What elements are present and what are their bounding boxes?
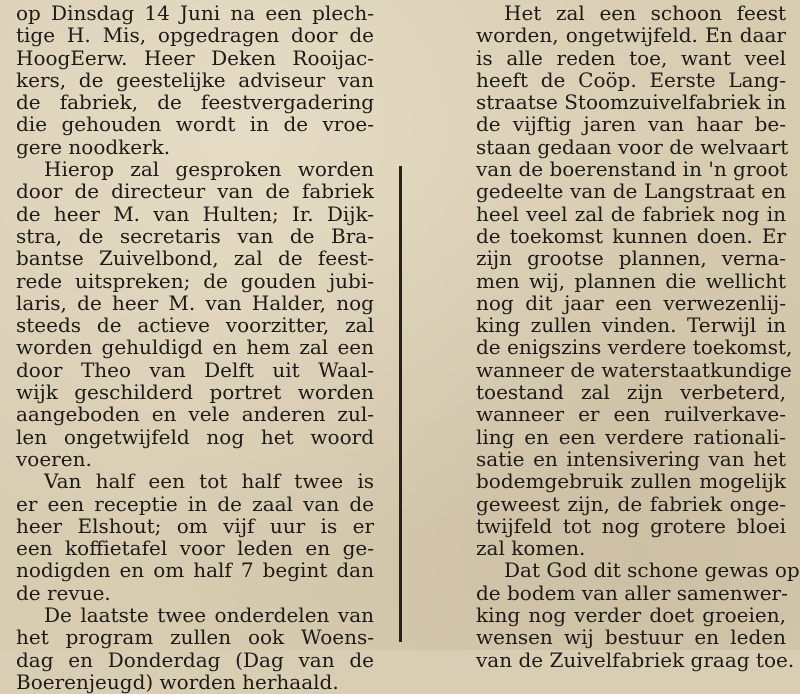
text-line: Hierop zal gesproken worden — [44, 157, 374, 182]
text-line: steeds de actieve voorzitter, zal — [16, 313, 374, 338]
text-line: dag en Donderdag (Dag van de — [16, 647, 374, 672]
text-line: aangeboden en vele anderen zul- — [16, 402, 374, 427]
text-line: een koffietafel voor leden en ge- — [16, 536, 374, 561]
text-line: heeft de Coöp. Eerste Lang- — [476, 67, 786, 92]
text-line: voeren. — [16, 446, 92, 471]
text-line: van de Zuivelfabriek graag toe. — [476, 647, 795, 672]
text-line: twijfeld tot nog grotere bloei — [476, 513, 786, 538]
column-divider-rule — [399, 166, 402, 642]
text-line: De laatste twee onderdelen van — [44, 603, 374, 628]
text-line: toestand zal zijn verbeterd, — [476, 380, 786, 405]
text-line: geweest zijn, de fabriek onge- — [476, 491, 786, 516]
text-line: door de directeur van de fabriek — [16, 179, 374, 204]
text-line: de heer M. van Hulten; Ir. Dijk- — [16, 201, 374, 226]
text-line: de revue. — [16, 580, 111, 605]
text-line: Van half een tot half twee is — [44, 469, 374, 494]
text-line: kers, de geestelijke adviseur van — [16, 67, 374, 92]
text-line: Het zal een schoon feest — [504, 1, 786, 25]
text-line: nog dit jaar een verwezenlij- — [476, 290, 786, 315]
text-line: is alle reden toe, want veel — [476, 45, 786, 70]
text-line: king nog verder doet groeien, — [476, 603, 786, 628]
text-line: gedeelte van de Langstraat en — [476, 179, 786, 204]
text-line: laris, de heer M. van Halder, nog — [16, 290, 374, 315]
text-line: wanneer er een ruilverkave- — [476, 402, 786, 427]
text-line: heel veel zal de fabriek nog in — [476, 201, 786, 226]
text-line: er een receptie in de zaal van de — [16, 491, 374, 516]
text-line: HoogEerw. Heer Deken Rooijac- — [16, 45, 374, 70]
text-line: Dat God dit schone gewas op — [504, 558, 800, 583]
right-text-column — [476, 1, 800, 672]
text-line: zal komen. — [476, 536, 586, 561]
text-line: straatse Stoomzuivelfabriek in — [476, 90, 787, 115]
text-line: wanneer de waterstaatkundige — [476, 357, 792, 382]
text-line: worden, ongetwijfeld. En daar — [476, 23, 786, 48]
text-line: men wij, plannen die wellicht — [476, 268, 786, 293]
text-line: staan gedaan voor de welvaart — [476, 134, 789, 159]
text-line: bodemgebruik zullen mogelijk — [476, 469, 786, 494]
text-line: wijk geschilderd portret worden — [16, 380, 374, 405]
text-line: king zullen vinden. Terwijl in — [476, 313, 786, 338]
text-line: van de boerenstand in 'n groot — [476, 157, 788, 182]
text-line: de vijftig jaren van haar be- — [476, 112, 786, 137]
text-line: de enigszins verdere toekomst, — [476, 335, 793, 360]
text-line: wensen wij bestuur en leden — [476, 625, 786, 650]
text-line: len ongetwijfeld nog het woord — [16, 424, 374, 449]
text-line: door Theo van Delft uit Waal- — [16, 357, 374, 382]
text-line: heer Elshout; om vijf uur is er — [16, 513, 374, 538]
text-line: stra, de secretaris van de Bra- — [16, 223, 374, 248]
text-line: gere noodkerk. — [16, 134, 171, 159]
text-line: op Dinsdag 14 Juni na een plech- — [16, 1, 374, 25]
text-line: satie en intensivering van het — [476, 446, 786, 471]
text-line: de bodem van aller samenwer- — [476, 580, 788, 605]
text-line: bantse Zuivelbond, zal de feest- — [16, 246, 374, 271]
text-line: nodigden en om half 7 begint dan — [16, 558, 374, 583]
text-line: worden gehuldigd en hem zal een — [16, 335, 374, 360]
text-line: rede uitspreken; de gouden jubi- — [16, 268, 374, 293]
text-line: die gehouden wordt in de vroe- — [16, 112, 374, 137]
text-line: de toekomst kunnen doen. Er — [476, 223, 786, 248]
text-line: zijn grootse plannen, verna- — [476, 246, 786, 271]
text-line: het program zullen ook Woens- — [16, 625, 374, 650]
text-line: de fabriek, de feestvergadering — [16, 90, 374, 115]
text-line: tige H. Mis, opgedragen door de — [16, 23, 374, 48]
text-line: ling en een verdere rationali- — [476, 424, 786, 449]
left-text-column — [16, 2, 374, 693]
text-line: Boerenjeugd) worden herhaald. — [16, 669, 339, 694]
